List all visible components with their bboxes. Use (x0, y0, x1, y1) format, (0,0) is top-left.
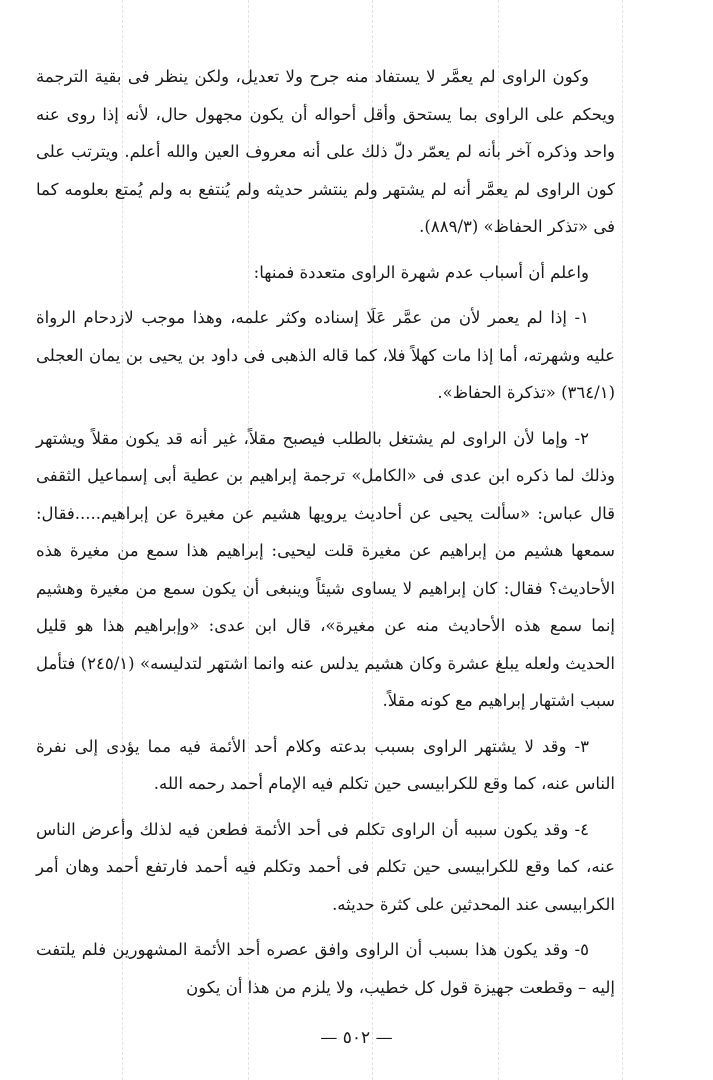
paragraph: واعلم أن أسباب عدم شهرة الراوى متعددة فمنها: (253, 262, 589, 282)
page-number: — ٥٠٢ — (320, 1028, 393, 1048)
list-item: ٣- وقد لا يشتهر الراوى بسبب بدعته وكلام أحد الأئمة فيه مما يؤدى إلى نفرة الناس عنه، كما وقع للكرابيسى حين تكلم فيه الإمام أحمد رحمه الله. (36, 736, 615, 793)
list-item: ٥- وقد يكون هذا بسبب أن الراوى وافق عصره أحد الأئمة المشهورين فلم يلتفت إليه – وقطعت جهيزة قول كل خطيب، ولا يلزم من هذا أن يكون (36, 940, 615, 997)
body-text (36, 58, 615, 1006)
list-item: ٢- وإما لأن الراوى لم يشتغل بالطلب فيصبح مقلاً، غير أنه قد يكون مقلاً ويشتهر وذلك لما ذكره ابن عدى فى «الكامل» ترجمة إبراهيم بن عطية أبى إسماعيل الثقفى قال عباس: «سألت يحيى عن أحاديث يرويها هشيم عن مغيرة عن إبراهيم.....فقال: سمعها هشيم من إبراهيم عن مغيرة قلت ليحيى: إبراهيم هذا سمع من مغيرة هذه الأحاديث؟ فقال: كان إبراهيم لا يساوى شيئاً وينبغى أن يكون سمع من مغيرة وهشيم إنما سمع هذه الأحاديث منه عن مغيرة»، قال ابن عدى: «وإبراهيم هذا هو قليل الحديث ولعله يبلغ عشرة وكان هشيم يدلس عنه وانما اشتهر لتدليسه» (٢٤٥/١) فتأمل سبب اشتهار إبراهيم مع كونه مقلاً. (36, 428, 615, 710)
paragraph: وكون الراوى لم يعمَّر لا يستفاد منه جرح ولا تعديل، ولكن ينظر فى بقية الترجمة ويحكم على الراوى بما يستحق وأقل أحواله أن يكون مجهول حال، لأنه إذا روى عنه واحد وذكره آخر بأنه لم يعمّر دلّ ذلك على أنه معروف العين والله أعلم. ويترتب على كون الراوى لم يعمَّر أنه لم يشتهر ولم ينتشر حديثه ولم يُنتفع به ولم يُمتع بعلومه كما فى «تذكر الحفاظ» (٨٨٩/٣). (36, 67, 615, 236)
list-item: ٤- وقد يكون سببه أن الراوى تكلم فى أحد الأئمة فطعن فيه لذلك وأعرض الناس عنه، كما وقع للكرابيسى حين تكلم فى أحمد وتكلم فيه أحمد فارتفع أحمد وهان أمر الكرابيسى عند المحدثين على كثرة حديثه. (36, 819, 615, 914)
list-item: ١- إذا لم يعمر لأن من عمَّر عَلَا إسناده وكثر علمه، وهذا موجب لازدحام الرواة عليه وشهرته، أما إذا مات كهلاً فلا، كما قاله الذهبى فى داود بن يحيى بن يمان العجلى (٣٦٤/١) «تذكرة الحفاظ». (36, 308, 615, 402)
scan-rule (622, 0, 623, 1080)
